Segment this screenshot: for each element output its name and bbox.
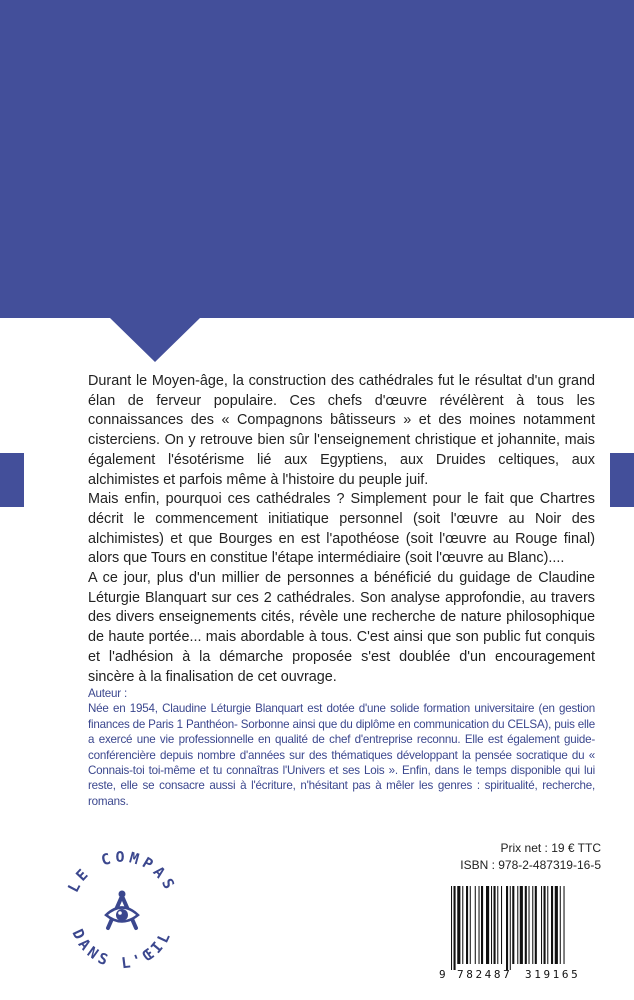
svg-text:LE COMPAS <box>64 848 180 895</box>
barcode-bar <box>529 886 530 964</box>
barcode-bar <box>532 886 533 964</box>
back-cover-description <box>88 372 595 687</box>
publisher-name-bottom: DANS L'ŒIL <box>68 926 176 973</box>
barcode-bar <box>491 886 492 964</box>
description-paragraph-3: A ce jour, plus d'un millier de personnes a bénéficié du guidage de Claudine Léturgie Blanquart sur ces 2 cathédrales. Son analyse approfondie, au travers des divers enseignements cités, révèle une recherche de nature philosophique de haute portée... mais abordable à tous. C'est ainsi que son public fut conquis et l'adhésion à la démarche proposée s'est doublée d'un encouragement sincère à la finalisation de cet ouvrage. <box>88 570 595 685</box>
barcode-bar <box>535 886 537 964</box>
barcode-bar <box>547 886 548 964</box>
barcode-bar <box>541 886 542 964</box>
barcode-first-digit: 9 <box>439 968 446 981</box>
barcode-bar <box>560 886 561 964</box>
barcode-group-2: 319165 <box>525 968 581 981</box>
author-heading: Auteur : <box>88 687 128 700</box>
barcode-bar <box>497 886 498 964</box>
barcode-bar <box>454 886 456 970</box>
barcode-bar <box>564 886 565 964</box>
author-section <box>88 686 595 809</box>
price-label: Prix net : 19 € TTC <box>500 841 601 855</box>
barcode-bar <box>451 886 452 970</box>
isbn-barcode <box>437 882 601 982</box>
barcode-bar <box>470 886 471 964</box>
top-color-band <box>0 0 634 362</box>
barcode-bar <box>544 886 546 964</box>
publisher-logo <box>52 838 192 978</box>
barcode-bars <box>451 886 565 970</box>
publisher-name-top: LE COMPAS <box>64 848 180 896</box>
compass-eye-icon <box>106 891 138 929</box>
right-edge-tab <box>610 453 634 507</box>
barcode-group-1: 782487 <box>457 968 513 981</box>
barcode-bar <box>501 886 502 964</box>
barcode-bar <box>520 886 523 964</box>
barcode-bar <box>475 886 476 964</box>
author-bio: Née en 1954, Claudine Léturgie Blanquart est dotée d'une solide formation universitaire (en gestion finances de Paris 1 Panthéon- Sorbonne ainsi que du diplôme en communication du CELSA), puis elle a exercé une vie professionnelle en qualité de chef d'entreprise reconnu. Elle est également guide-conférencière depuis nombre d'années sur des thématiques développant la pensée socratique du « Connais-toi toi-même et tu connaîtras l'Univers et ses Lois ». Enfin, dans le temps disponible qui lui reste, elle se consacre aussi à l'écriture, n'hésitant pas à mêler les genres : spiritualité, recherche, romans. <box>88 702 595 808</box>
isbn-label: ISBN : 978-2-487319-16-5 <box>460 858 601 872</box>
svg-text:DANS L'ŒIL <box>69 926 176 972</box>
barcode-bar <box>517 886 518 964</box>
barcode-bar <box>494 886 496 964</box>
barcode-bar <box>555 886 558 964</box>
barcode-bar <box>486 886 489 964</box>
barcode-bar <box>551 886 553 964</box>
barcode-bar <box>457 886 460 964</box>
description-paragraph-2: Mais enfin, pourquoi ces cathédrales ? Simplement pour le fait que Chartres décrit le commencement initiatique personnel (soit l'œuvre au Noir des alchimistes) et que Bourges en est l'apothéose (soit l'œuvre au Rouge final) alors que Tours en constitue l'étape intermédiaire (soit l'œuvre au Blanc).... <box>88 491 595 567</box>
description-paragraph-1: Durant le Moyen-âge, la construction des cathédrales fut le résultat d'un grand élan de ferveur populaire. Ces chefs d'œuvre révélèrent à tous les connaissances des « Compagnons bâtisseurs » et des moines notamment cisterciens. On y retrouve bien sûr l'enseignement christique et johannite, mais également l'ésotérisme lié aux Egyptiens, aux Druides celtiques, aux alchimistes et parfois même à l'histoire du peuple juif. <box>88 373 595 488</box>
price-isbn-block <box>455 840 601 874</box>
left-edge-tab <box>0 453 24 507</box>
barcode-bar <box>466 886 468 964</box>
barcode-bar <box>510 886 511 970</box>
barcode-bar <box>462 886 463 964</box>
barcode-bar <box>479 886 480 964</box>
barcode-bar <box>512 886 514 964</box>
barcode-bar <box>525 886 527 964</box>
barcode-bar <box>481 886 483 964</box>
barcode-bar <box>506 886 508 970</box>
